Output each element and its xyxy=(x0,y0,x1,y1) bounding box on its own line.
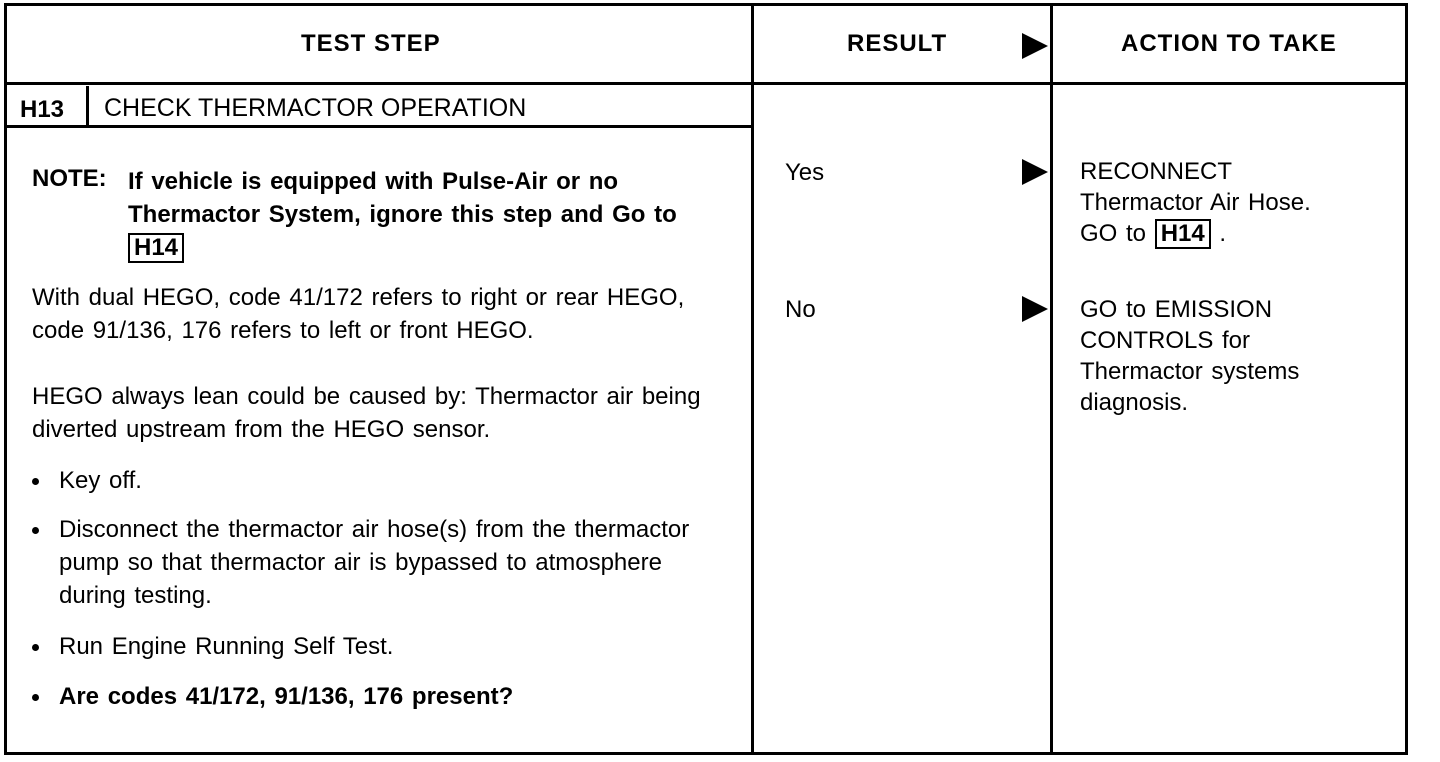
result-yes-arrow-icon xyxy=(1022,159,1048,185)
header-arrow-icon xyxy=(1022,33,1048,59)
result-no: No xyxy=(785,296,816,323)
header-action: ACTION TO TAKE xyxy=(1121,30,1337,57)
result-yes: Yes xyxy=(785,159,825,186)
action-yes-line3 xyxy=(1080,218,1400,249)
action-yes-line2: Thermactor Air Hose. xyxy=(1080,189,1311,216)
bullet-dot-icon xyxy=(32,527,39,534)
column-divider-result xyxy=(751,3,754,755)
bullet-text: Run Engine Running Self Test. xyxy=(59,633,394,660)
action-no: GO to EMISSION CONTROLS for Thermactor systems diagnosis. xyxy=(1080,296,1300,416)
header-divider xyxy=(4,82,1408,85)
result-no-arrow-icon xyxy=(1022,296,1048,322)
bullet-dot-icon xyxy=(32,694,39,701)
note-text-body: If vehicle is equipped with Pulse-Air or no Thermactor System, ignore this step and Go to xyxy=(128,168,677,228)
action-yes-goto: GO to xyxy=(1080,220,1147,247)
note-text xyxy=(128,165,728,264)
bullet-dot-icon xyxy=(32,644,39,651)
paragraph-dual-hego: With dual HEGO, code 41/172 refers to right or rear HEGO, code 91/136, 176 refers to left or front HEGO. xyxy=(32,284,685,344)
bullet-text: Key off. xyxy=(59,467,142,494)
note-label: NOTE: xyxy=(32,165,107,192)
note-ref-box: H14 xyxy=(128,233,184,263)
step-id: H13 xyxy=(20,96,65,123)
action-yes xyxy=(1080,156,1400,249)
action-yes-ref-box: H14 xyxy=(1155,219,1211,249)
bullet-text: Are codes 41/172, 91/136, 176 present? xyxy=(59,683,514,710)
paragraph-hego-lean: HEGO always lean could be caused by: Thermactor air being diverted upstream from the HEGO sensor. xyxy=(32,383,701,443)
step-title: CHECK THERMACTOR OPERATION xyxy=(104,94,527,122)
action-yes-line1: RECONNECT xyxy=(1080,158,1233,185)
header-test-step: TEST STEP xyxy=(301,30,441,57)
column-divider-action xyxy=(1050,3,1053,755)
header-result: RESULT xyxy=(847,30,948,57)
step-title-divider xyxy=(4,125,753,128)
action-yes-period: . xyxy=(1219,220,1227,247)
bullet-dot-icon xyxy=(32,478,39,485)
bullet-text: Disconnect the thermactor air hose(s) from the thermactor pump so that thermactor air is bypassed to atmosphere during testing. xyxy=(59,516,690,609)
